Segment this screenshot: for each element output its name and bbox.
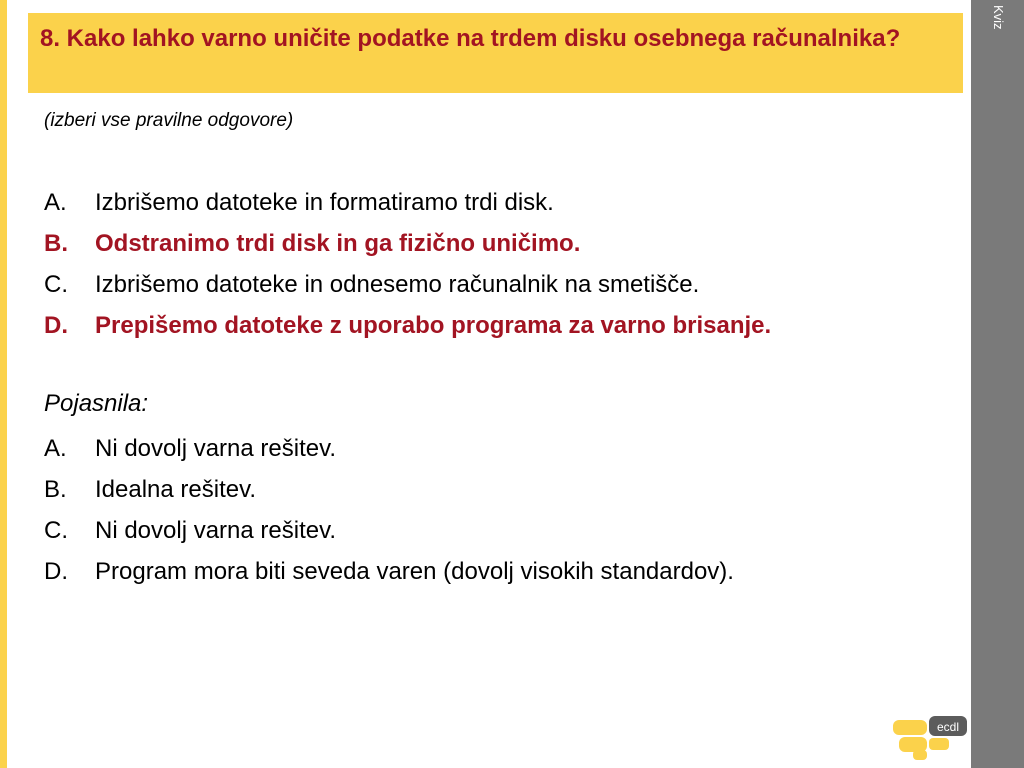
- explanation-letter: D.: [44, 557, 68, 585]
- answer-text: Izbrišemo datoteke in odnesemo računalnik na smetišče.: [95, 270, 700, 298]
- answer-b: [44, 223, 771, 264]
- explanation-c: [44, 510, 734, 551]
- ecdl-logo: [893, 716, 967, 760]
- answer-text: Odstranimo trdi disk in ga fizično uničimo.: [95, 229, 581, 257]
- answer-letter: B.: [44, 229, 68, 257]
- answer-c: [44, 264, 771, 305]
- explanation-letter: C.: [44, 516, 68, 544]
- explanations-heading: Pojasnila:: [44, 390, 149, 417]
- explanation-list: [44, 428, 734, 592]
- answer-a: [44, 182, 771, 223]
- question-title: 8. Kako lahko varno uničite podatke na trdem disku osebnega računalnika?: [40, 25, 901, 52]
- title-box: [28, 13, 963, 93]
- explanation-letter: A.: [44, 434, 67, 462]
- explanation-text: Ni dovolj varna rešitev.: [95, 434, 336, 462]
- explanation-letter: B.: [44, 475, 67, 503]
- explanation-a: [44, 428, 734, 469]
- logo-text: ecdl: [936, 720, 960, 734]
- answer-letter: A.: [44, 188, 67, 216]
- answer-list: [44, 182, 771, 346]
- explanation-text: Program mora biti seveda varen (dovolj visokih standardov).: [95, 557, 734, 585]
- explanation-b: [44, 469, 734, 510]
- answer-letter: C.: [44, 270, 68, 298]
- answer-text: Prepišemo datoteke z uporabo programa za varno brisanje.: [95, 311, 772, 339]
- answer-letter: D.: [44, 311, 68, 339]
- explanation-d: [44, 551, 734, 592]
- explanation-text: Ni dovolj varna rešitev.: [95, 516, 336, 544]
- answer-text: Izbrišemo datoteke in formatiramo trdi disk.: [95, 188, 554, 216]
- answer-d: [44, 305, 771, 346]
- left-accent-bar: [0, 0, 7, 768]
- side-label: Kviz: [991, 5, 1006, 30]
- right-side-panel: [971, 0, 1024, 768]
- explanation-text: Idealna rešitev.: [95, 475, 256, 503]
- instruction-text: (izberi vse pravilne odgovore): [44, 110, 294, 131]
